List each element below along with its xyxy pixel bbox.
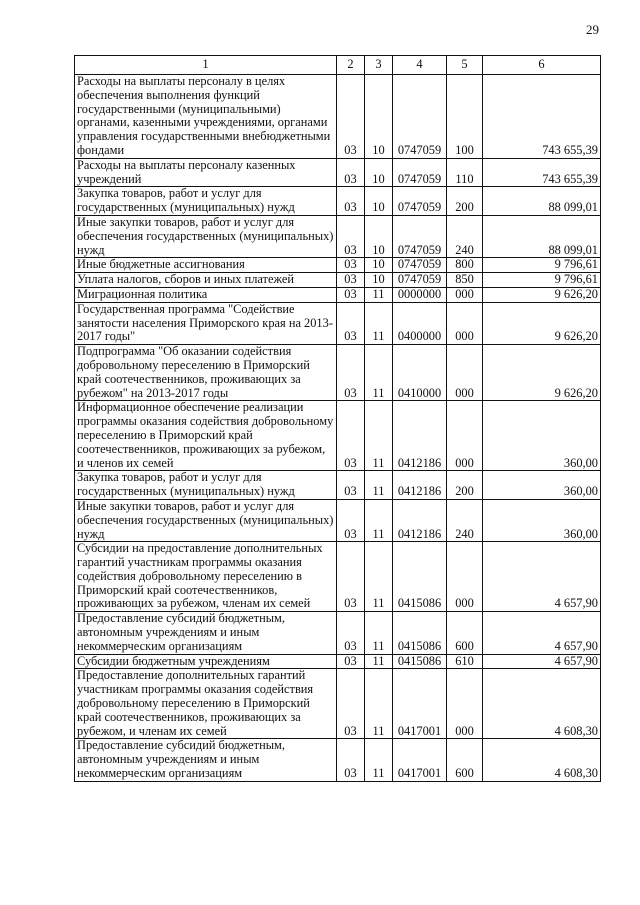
row-expense-type: 240 [447, 215, 483, 257]
row-target-code: 0415086 [393, 542, 447, 612]
row-expense-type: 200 [447, 187, 483, 216]
column-header-name: 1 [75, 56, 337, 75]
row-amount: 743 655,39 [483, 158, 601, 187]
row-amount: 360,00 [483, 471, 601, 500]
row-target-code: 0417001 [393, 669, 447, 739]
row-target-code: 0412186 [393, 499, 447, 541]
row-expense-type: 240 [447, 499, 483, 541]
row-subsection: 10 [365, 158, 393, 187]
row-target-code: 0400000 [393, 302, 447, 344]
row-target-code: 0747059 [393, 75, 447, 159]
row-amount: 743 655,39 [483, 75, 601, 159]
row-target-code: 0747059 [393, 215, 447, 257]
table-row [75, 75, 601, 159]
row-section: 03 [337, 739, 365, 781]
row-amount: 88 099,01 [483, 187, 601, 216]
row-subsection: 11 [365, 287, 393, 302]
table-header-row [75, 56, 601, 75]
row-amount: 9 626,20 [483, 345, 601, 401]
table-row [75, 273, 601, 288]
row-target-code: 0747059 [393, 187, 447, 216]
row-name: Субсидии на предоставление дополнительных гарантий участникам программы оказания содействия добровольному переселению в Приморский край соотечественников, проживающих за рубежом, членам их семей [75, 542, 337, 612]
row-target-code: 0000000 [393, 287, 447, 302]
row-section: 03 [337, 187, 365, 216]
row-expense-type: 000 [447, 542, 483, 612]
row-target-code: 0415086 [393, 654, 447, 669]
row-target-code: 0747059 [393, 258, 447, 273]
row-name: Расходы на выплаты персоналу казенных учреждений [75, 158, 337, 187]
row-name: Подпрограмма "Об оказании содействия добровольному переселению в Приморский край соотечественников, проживающих за рубежом" на 2013-2017 годы [75, 345, 337, 401]
row-section: 03 [337, 654, 365, 669]
row-expense-type: 110 [447, 158, 483, 187]
row-target-code: 0410000 [393, 345, 447, 401]
row-subsection: 10 [365, 187, 393, 216]
row-section: 03 [337, 542, 365, 612]
row-section: 03 [337, 302, 365, 344]
table-row [75, 471, 601, 500]
table-row [75, 401, 601, 471]
row-name: Информационное обеспечение реализации программы оказания содействия добровольному переселению в Приморский край соотечественников, проживающих за рубежом, и членов их семей [75, 401, 337, 471]
row-section: 03 [337, 75, 365, 159]
row-name: Иные бюджетные ассигнования [75, 258, 337, 273]
budget-table [74, 55, 601, 782]
row-subsection: 10 [365, 215, 393, 257]
row-target-code: 0747059 [393, 273, 447, 288]
table-row [75, 158, 601, 187]
row-name: Закупка товаров, работ и услуг для государственных (муниципальных) нужд [75, 471, 337, 500]
table-row [75, 345, 601, 401]
row-target-code: 0417001 [393, 739, 447, 781]
row-amount: 4 657,90 [483, 654, 601, 669]
table-row [75, 669, 601, 739]
row-target-code: 0412186 [393, 401, 447, 471]
row-subsection: 11 [365, 345, 393, 401]
row-amount: 360,00 [483, 499, 601, 541]
row-subsection: 11 [365, 401, 393, 471]
row-name: Субсидии бюджетным учреждениям [75, 654, 337, 669]
row-name: Предоставление дополнительных гарантий участникам программы оказания содействия добровольному переселению в Приморский край соотечественников, проживающих за рубежом, и членам их семей [75, 669, 337, 739]
row-name: Иные закупки товаров, работ и услуг для обеспечения государственных (муниципальных) нужд [75, 499, 337, 541]
row-target-code: 0747059 [393, 158, 447, 187]
row-expense-type: 000 [447, 302, 483, 344]
row-subsection: 10 [365, 258, 393, 273]
column-header-expense-type: 5 [447, 56, 483, 75]
row-section: 03 [337, 258, 365, 273]
row-expense-type: 000 [447, 345, 483, 401]
column-header-subsection: 3 [365, 56, 393, 75]
row-section: 03 [337, 669, 365, 739]
row-name: Расходы на выплаты персоналу в целях обеспечения выполнения функций государственными (муниципальными) органами, казенными учреждениями, органами управления государственными внебюджетными фондами [75, 75, 337, 159]
row-subsection: 11 [365, 612, 393, 654]
row-name: Закупка товаров, работ и услуг для государственных (муниципальных) нужд [75, 187, 337, 216]
row-section: 03 [337, 345, 365, 401]
row-amount: 4 657,90 [483, 542, 601, 612]
row-expense-type: 600 [447, 612, 483, 654]
row-section: 03 [337, 612, 365, 654]
table-row [75, 302, 601, 344]
row-expense-type: 000 [447, 401, 483, 471]
row-amount: 4 657,90 [483, 612, 601, 654]
page-number: 29 [586, 22, 599, 37]
row-amount: 9 626,20 [483, 287, 601, 302]
row-name: Государственная программа "Содействие занятости населения Приморского края на 2013-2017 годы" [75, 302, 337, 344]
row-section: 03 [337, 287, 365, 302]
table-row [75, 215, 601, 257]
row-subsection: 11 [365, 669, 393, 739]
row-subsection: 11 [365, 471, 393, 500]
row-amount: 9 796,61 [483, 258, 601, 273]
row-expense-type: 610 [447, 654, 483, 669]
row-section: 03 [337, 158, 365, 187]
row-expense-type: 000 [447, 669, 483, 739]
table-row [75, 654, 601, 669]
column-header-section: 2 [337, 56, 365, 75]
row-subsection: 10 [365, 273, 393, 288]
table-row [75, 542, 601, 612]
row-expense-type: 800 [447, 258, 483, 273]
row-amount: 9 626,20 [483, 302, 601, 344]
row-expense-type: 100 [447, 75, 483, 159]
row-amount: 9 796,61 [483, 273, 601, 288]
row-subsection: 10 [365, 75, 393, 159]
row-name: Предоставление субсидий бюджетным, автономным учреждениям и иным некоммерческим организациям [75, 739, 337, 781]
row-expense-type: 600 [447, 739, 483, 781]
row-section: 03 [337, 471, 365, 500]
row-amount: 88 099,01 [483, 215, 601, 257]
row-section: 03 [337, 273, 365, 288]
row-target-code: 0412186 [393, 471, 447, 500]
table-row [75, 499, 601, 541]
row-amount: 4 608,30 [483, 739, 601, 781]
table-row [75, 258, 601, 273]
column-header-target-code: 4 [393, 56, 447, 75]
row-expense-type: 000 [447, 287, 483, 302]
table-body [75, 75, 601, 782]
row-section: 03 [337, 499, 365, 541]
table-row [75, 739, 601, 781]
row-expense-type: 850 [447, 273, 483, 288]
table-row [75, 287, 601, 302]
table-row [75, 187, 601, 216]
row-subsection: 11 [365, 542, 393, 612]
row-name: Предоставление субсидий бюджетным, автономным учреждениям и иным некоммерческим организациям [75, 612, 337, 654]
row-section: 03 [337, 401, 365, 471]
row-amount: 4 608,30 [483, 669, 601, 739]
row-subsection: 11 [365, 654, 393, 669]
row-expense-type: 200 [447, 471, 483, 500]
row-target-code: 0415086 [393, 612, 447, 654]
row-name: Уплата налогов, сборов и иных платежей [75, 273, 337, 288]
row-subsection: 11 [365, 739, 393, 781]
row-subsection: 11 [365, 499, 393, 541]
row-subsection: 11 [365, 302, 393, 344]
row-name: Иные закупки товаров, работ и услуг для обеспечения государственных (муниципальных) нужд [75, 215, 337, 257]
row-name: Миграционная политика [75, 287, 337, 302]
row-section: 03 [337, 215, 365, 257]
column-header-amount: 6 [483, 56, 601, 75]
table-row [75, 612, 601, 654]
row-amount: 360,00 [483, 401, 601, 471]
